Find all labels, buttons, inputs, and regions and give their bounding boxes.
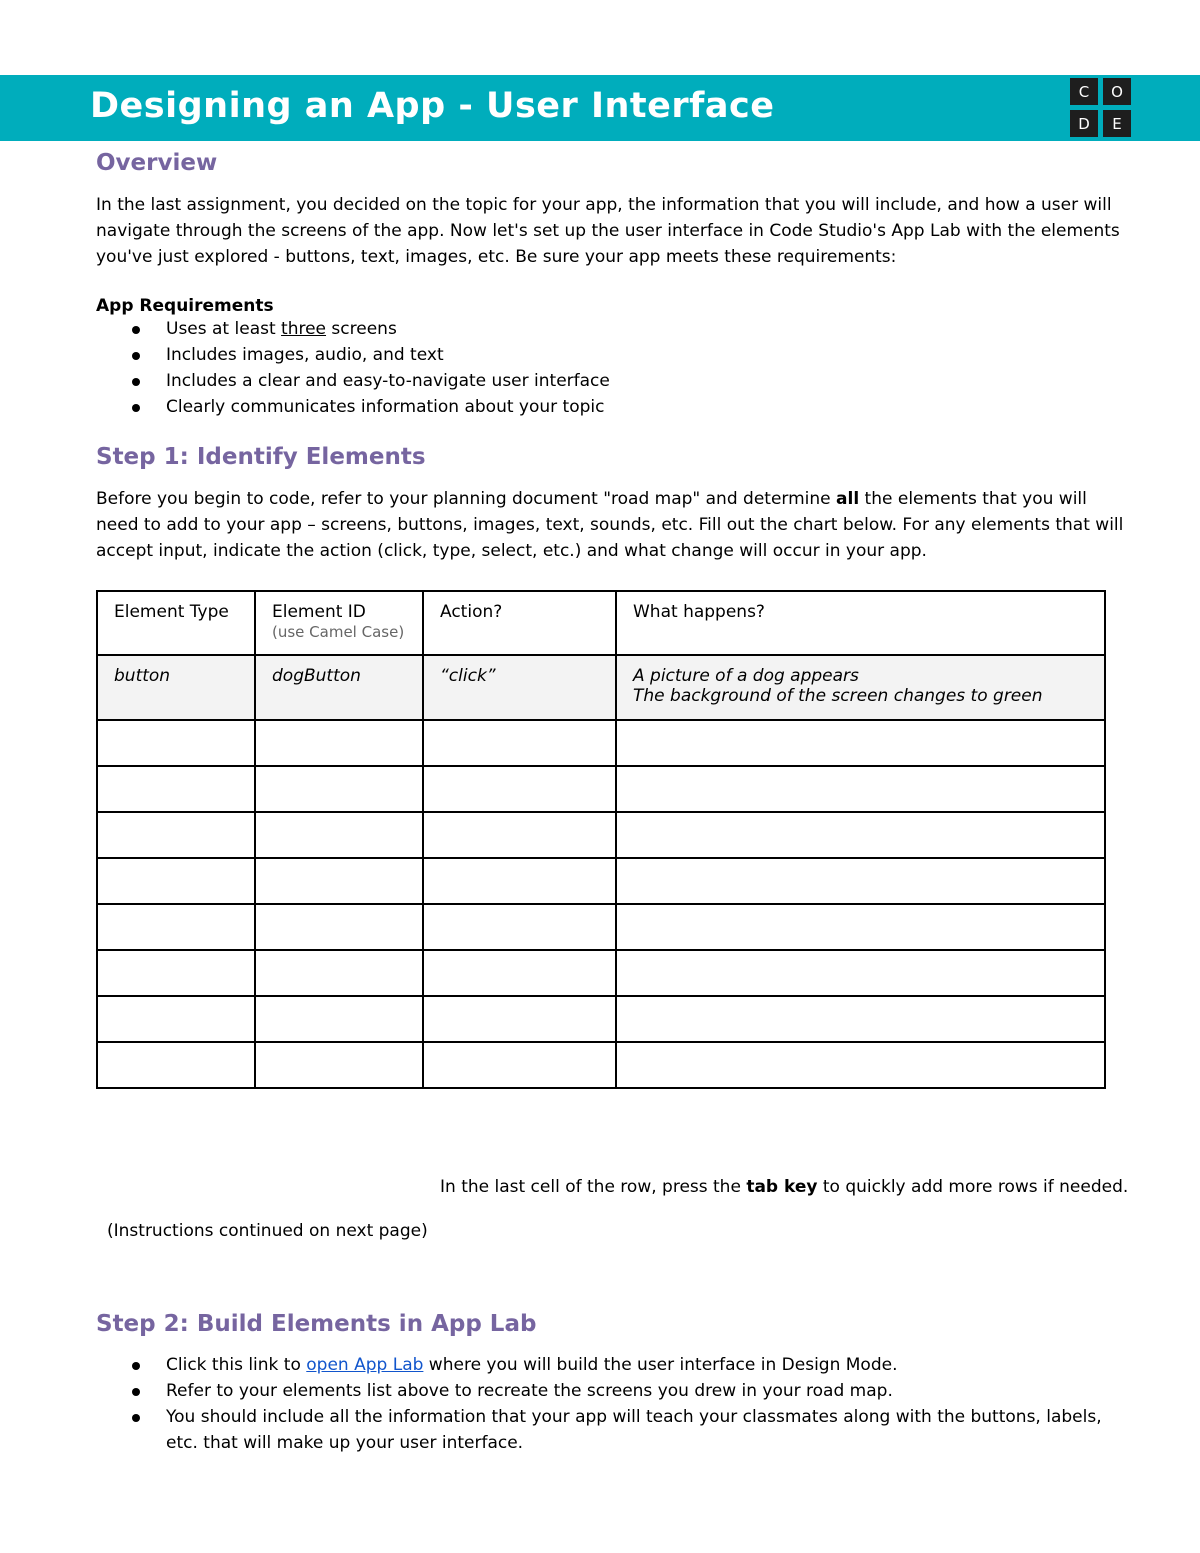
bullet-icon [132, 404, 140, 412]
table-cell[interactable] [97, 904, 255, 950]
bullet-icon [132, 1388, 140, 1396]
step2-heading: Step 2: Build Elements in App Lab [96, 1311, 537, 1337]
table-cell[interactable] [423, 1042, 616, 1088]
table-cell: A picture of a dog appears The background of the screen changes to green [616, 655, 1105, 720]
page-title: Designing an App - User Interface [90, 86, 775, 126]
table-row [97, 996, 1105, 1042]
table-cell[interactable] [423, 766, 616, 812]
table-cell[interactable] [97, 1042, 255, 1088]
list-item: Includes a clear and easy-to-navigate user interface [130, 368, 610, 394]
table-header-row [97, 591, 1105, 655]
table-row [97, 720, 1105, 766]
table-cell[interactable] [423, 858, 616, 904]
table-cell[interactable] [255, 1042, 423, 1088]
overview-body: In the last assignment, you decided on the topic for your app, the information that you will include, and how a user will navigate through the screens of the app. Now let's set up the user interface in Code Studio's App Lab with the elements you've just explored - buttons, text, images, etc. Be sure your app meets these requirements: [96, 195, 1120, 267]
table-cell[interactable] [255, 766, 423, 812]
list-item: Uses at least three screens [130, 316, 610, 342]
header-what-happens: What happens? [616, 591, 1105, 655]
table-row [97, 858, 1105, 904]
table-row [97, 812, 1105, 858]
step1-heading: Step 1: Identify Elements [96, 444, 426, 470]
table-cell: button [97, 655, 255, 720]
logo-letter-e: E [1103, 110, 1131, 137]
overview-heading: Overview [96, 150, 218, 176]
requirements-title: App Requirements [96, 296, 274, 316]
table-cell[interactable] [255, 858, 423, 904]
list-item: Refer to your elements list above to recreate the screens you drew in your road map. [130, 1378, 1110, 1404]
logo-letter-o: O [1103, 78, 1131, 105]
table-cell[interactable] [255, 996, 423, 1042]
code-logo [1070, 78, 1132, 138]
table-cell[interactable] [97, 720, 255, 766]
table-cell[interactable] [616, 950, 1105, 996]
emphasis-bold: all [836, 489, 860, 509]
header-element-type: Element Type [97, 591, 255, 655]
bullet-icon [132, 1362, 140, 1370]
table-cell[interactable] [255, 720, 423, 766]
camel-case-note: (use Camel Case) [272, 623, 405, 641]
table-cell[interactable] [255, 950, 423, 996]
requirements-list [130, 316, 610, 420]
list-item: You should include all the information that your app will teach your classmates along with the buttons, labels, etc. that will make up your user interface. [130, 1404, 1110, 1456]
table-cell[interactable] [423, 720, 616, 766]
continued-note: (Instructions continued on next page) [107, 1221, 428, 1241]
table-cell[interactable] [616, 766, 1105, 812]
bullet-icon [132, 352, 140, 360]
table-row [97, 655, 1105, 720]
logo-letter-d: D [1070, 110, 1098, 137]
table-cell: dogButton [255, 655, 423, 720]
table-row [97, 766, 1105, 812]
elements-table [96, 590, 1106, 1089]
step1-body: Before you begin to code, refer to your planning document "road map" and determine all the elements that you will need to add to your app – screens, buttons, images, text, sounds, etc. Fill out the chart below. For any elements that will accept input, indicate the action (click, type, select, etc.) and what change will occur in your app. [96, 489, 1124, 561]
open-app-lab-link[interactable]: open App Lab [306, 1355, 424, 1375]
table-cell: “click” [423, 655, 616, 720]
logo-letter-c: C [1070, 78, 1098, 105]
table-cell[interactable] [616, 1042, 1105, 1088]
table-cell[interactable] [255, 904, 423, 950]
table-cell[interactable] [255, 812, 423, 858]
table-row [97, 1042, 1105, 1088]
list-item: Includes images, audio, and text [130, 342, 610, 368]
table-cell[interactable] [423, 904, 616, 950]
step2-list [130, 1352, 1110, 1456]
table-cell[interactable] [423, 996, 616, 1042]
bullet-icon [132, 1414, 140, 1422]
table-tip: In the last cell of the row, press the tab key to quickly add more rows if needed. [440, 1177, 1129, 1197]
table-cell[interactable] [616, 858, 1105, 904]
table-cell[interactable] [423, 812, 616, 858]
tab-key-label: tab key [746, 1177, 818, 1197]
table-cell[interactable] [423, 950, 616, 996]
header-element-id: Element ID (use Camel Case) [255, 591, 423, 655]
emphasis-underline: three [281, 319, 327, 339]
header-action: Action? [423, 591, 616, 655]
table-cell[interactable] [616, 996, 1105, 1042]
list-item: Click this link to open App Lab where you will build the user interface in Design Mode. [130, 1352, 1110, 1378]
table-cell[interactable] [616, 812, 1105, 858]
table-cell[interactable] [97, 858, 255, 904]
table-cell[interactable] [616, 720, 1105, 766]
bullet-icon [132, 378, 140, 386]
table-cell[interactable] [97, 996, 255, 1042]
table-cell[interactable] [616, 904, 1105, 950]
table-row [97, 904, 1105, 950]
table-cell[interactable] [97, 812, 255, 858]
bullet-icon [132, 326, 140, 334]
table-cell[interactable] [97, 950, 255, 996]
table-row [97, 950, 1105, 996]
list-item: Clearly communicates information about your topic [130, 394, 610, 420]
table-cell[interactable] [97, 766, 255, 812]
